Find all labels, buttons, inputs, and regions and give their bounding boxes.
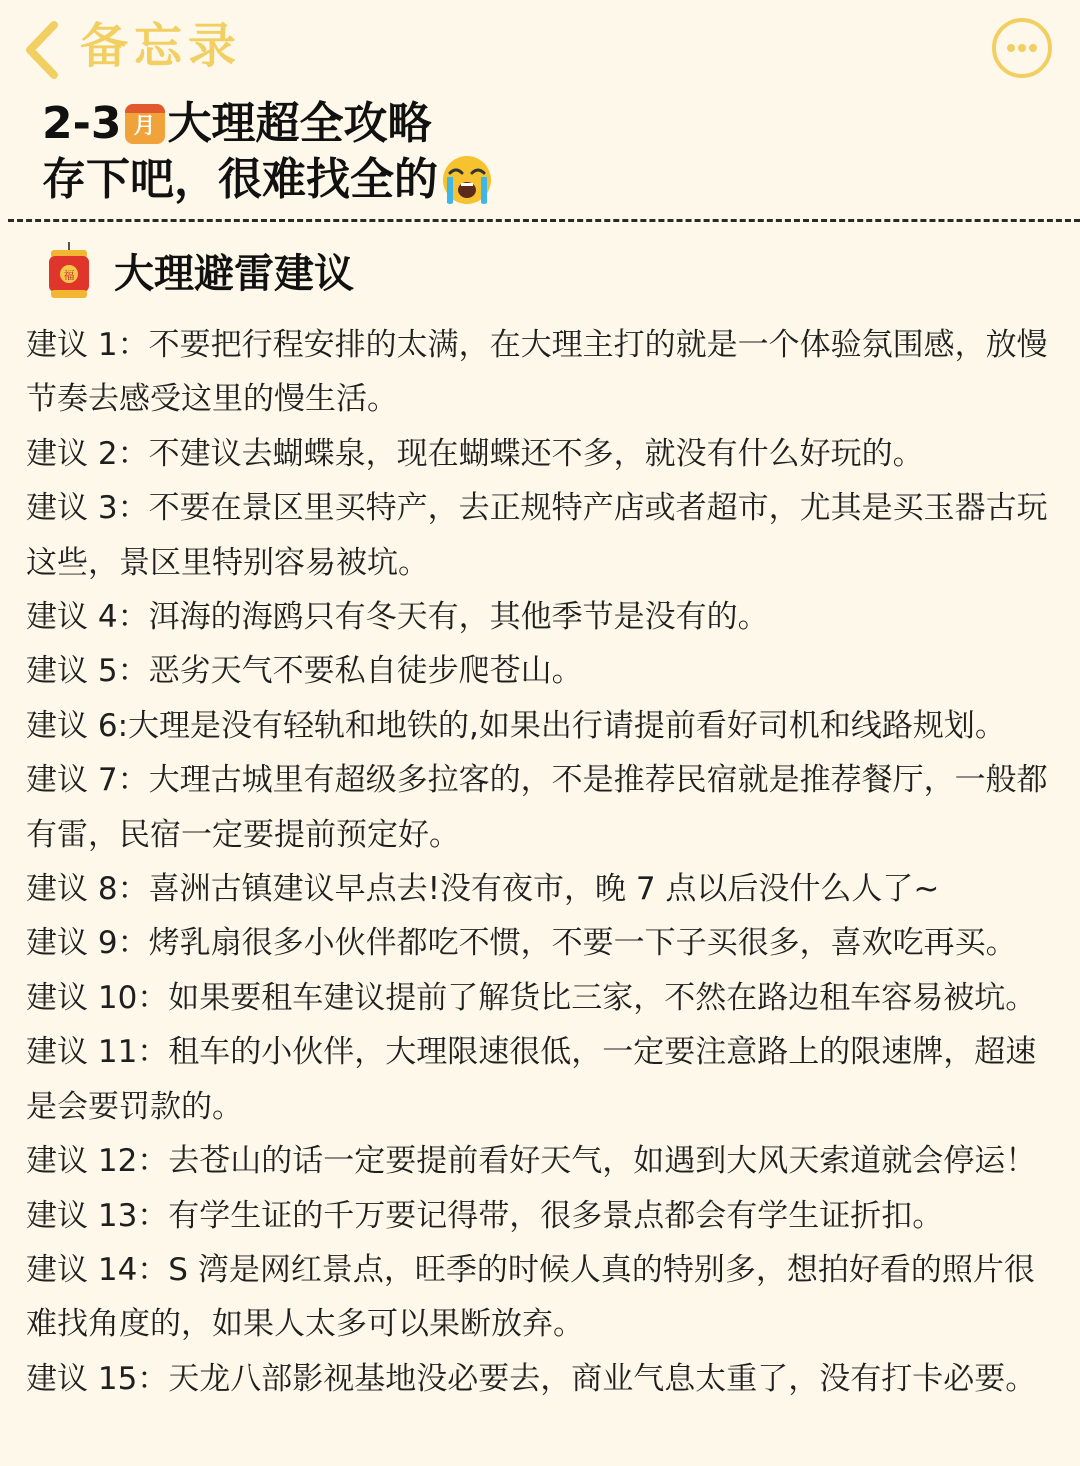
back-title[interactable]: 备忘录 <box>80 18 243 74</box>
tip-item: 建议 13：有学生证的千万要记得带，很多景点都会有学生证折扣。 <box>26 1197 944 1234</box>
section-title: 大理避雷建议 <box>114 250 354 297</box>
tip-item: 建议 2：不建议去蝴蝶泉，现在蝴蝶还不多，就没有什么好玩的。 <box>26 435 924 472</box>
dashed-divider <box>8 219 1080 222</box>
tip-item: 建议 8：喜洲古镇建议早点去!没有夜市，晚 7 点以后没什么人了~ <box>26 871 940 908</box>
tip-item: 建议 1：不要把行程安排的太满，在大理主打的就是一个体验氛围感，放慢节奏去感受这里的慢生活。 <box>26 327 1048 418</box>
note-heading <box>42 96 494 208</box>
top-nav-bar <box>0 0 1080 96</box>
tips-list <box>26 318 1058 1406</box>
month-calendar-icon <box>125 104 165 144</box>
section-header <box>46 238 354 302</box>
tip-item: 建议 3：不要在景区里买特产，去正规特产店或者超市，尤其是买玉器古玩这些，景区里特别容易被坑。 <box>26 490 1048 581</box>
heading-subtitle: 存下吧，很难找全的 <box>42 154 438 205</box>
tip-item: 建议 6:大理是没有轻轨和地铁的,如果出行请提前看好司机和线路规划。 <box>26 707 1006 744</box>
month-badge-text: 月 <box>133 114 156 139</box>
tip-item: 建议 5：恶劣天气不要私自徒步爬苍山。 <box>26 653 583 690</box>
heading-title: 大理超全攻略 <box>167 98 432 149</box>
heading-line-1 <box>42 96 494 152</box>
svg-text:福: 福 <box>63 269 75 282</box>
tip-item: 建议 14：S 湾是网红景点，旺季的时候人真的特别多，想拍好看的照片很难找角度的，如果人太多可以果断放弃。 <box>26 1251 1035 1343</box>
tip-item: 建议 15：天龙八部影视基地没必要去，商业气息太重了，没有打卡必要。 <box>26 1360 1037 1397</box>
back-button[interactable] <box>18 18 66 82</box>
tip-item: 建议 12：去苍山的话一定要提前看好天气，如遇到大风天索道就会停运！ <box>26 1143 1037 1180</box>
loudly-crying-face-icon <box>440 153 494 207</box>
tip-item: 建议 4：洱海的海鸥只有冬天有，其他季节是没有的。 <box>26 599 769 636</box>
tip-item: 建议 10：如果要租车建议提前了解货比三家，不然在路边租车容易被坑。 <box>26 979 1037 1016</box>
tip-item: 建议 11：租车的小伙伴，大理限速很低，一定要注意路上的限速牌，超速是会要罚款的。 <box>26 1034 1037 1125</box>
more-options-button[interactable] <box>990 16 1054 80</box>
more-icon <box>990 16 1054 80</box>
tip-item: 建议 9：烤乳扇很多小伙伴都吃不惯，不要一下子买很多，喜欢吃再买。 <box>26 925 1017 962</box>
heading-date: 2-3 <box>42 98 122 149</box>
tip-item: 建议 7：大理古城里有超级多拉客的，不是推荐民宿就是推荐餐厅，一般都有雷，民宿一定要提前预定好。 <box>26 762 1048 853</box>
chevron-left-icon <box>22 19 62 81</box>
firecracker-icon <box>46 240 92 300</box>
heading-line-2 <box>42 152 494 208</box>
